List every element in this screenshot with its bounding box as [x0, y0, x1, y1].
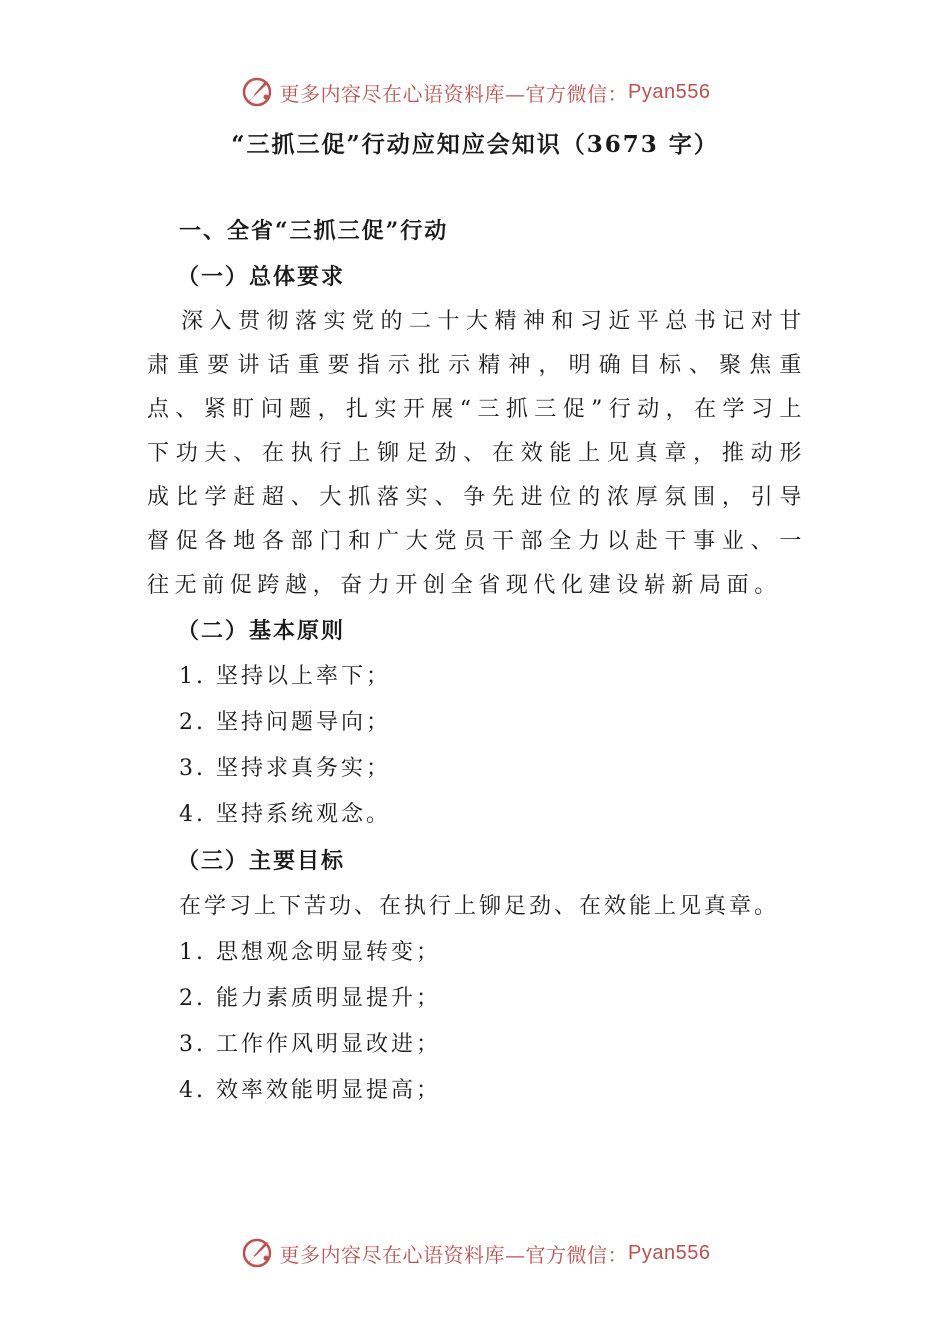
- watermark-wechat-id: Pyan556: [628, 80, 711, 103]
- watermark-text: 更多内容尽在心语资料库—官方微信：: [279, 1242, 629, 1267]
- list-item: 4. 效率效能明显提高；: [179, 1078, 441, 1103]
- subsection-heading-principles: （二）基本原则: [177, 618, 346, 644]
- list-item: 3. 坚持求真务实；: [179, 756, 391, 781]
- goals-intro: 在学习上下苦功、在执行上铆足劲、在效能上见真章。: [179, 894, 780, 919]
- watermark-header: [0, 72, 950, 112]
- quill-pen-logo-icon: [240, 75, 274, 109]
- list-item: 1. 坚持以上率下；: [179, 664, 391, 689]
- watermark-wechat-id: Pyan556: [628, 1241, 711, 1264]
- list-item: 2. 能力素质明显提升；: [179, 986, 441, 1011]
- document-body: [147, 208, 807, 1114]
- list-item: 3. 工作作风明显改进；: [179, 1032, 441, 1057]
- watermark-text: 更多内容尽在心语资料库—官方微信：: [279, 81, 629, 106]
- subsection-heading-goals: （三）主要目标: [177, 848, 346, 874]
- paragraph-overall-requirements: 深入贯彻落实党的二十大精神和习近平总书记对甘肃重要讲话重要指示批示精神，明确目标、聚焦重点、紧盯问题，扎实开展“三抓三促”行动，在学习上下功夫、在执行上铆足劲、在效能上见真章，推动形成比学赶超、大抓落实、争先进位的浓厚氛围，引导督促各地各部门和广大党员干部全力以赴干事业、一往无前促跨越，奋力开创全省现代化建设崭新局面。: [147, 309, 807, 598]
- quill-pen-logo-icon: [240, 1236, 274, 1270]
- list-item: 1. 思想观念明显转变；: [179, 940, 441, 965]
- section-heading: 一、全省“三抓三促”行动: [179, 218, 449, 244]
- subsection-heading-overall: （一）总体要求: [177, 264, 346, 290]
- document-title: “三抓三促”行动应知应会知识（3673 字）: [231, 131, 719, 158]
- list-item: 2. 坚持问题导向；: [179, 710, 391, 735]
- watermark-footer: [0, 1233, 950, 1273]
- list-item: 4. 坚持系统观念。: [179, 802, 391, 827]
